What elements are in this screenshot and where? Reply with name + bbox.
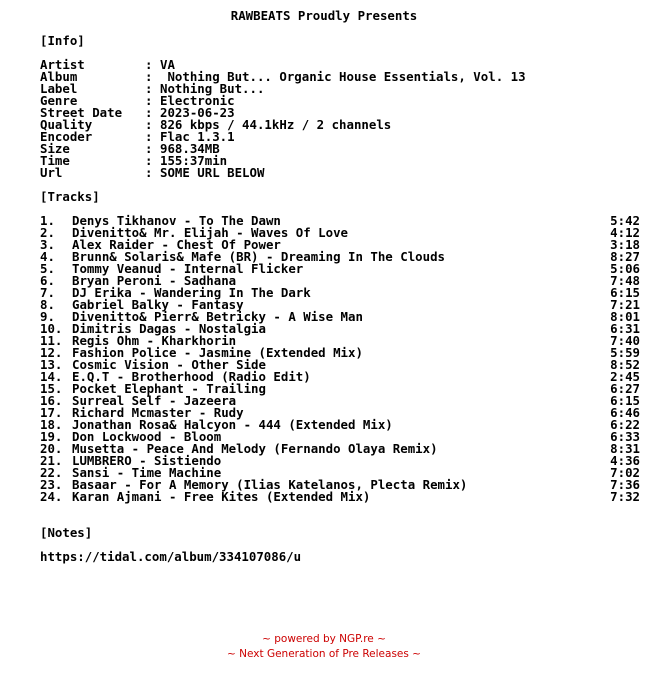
track-number: 1. — [40, 213, 55, 228]
track-number: 20. — [40, 441, 63, 456]
info-value: 968.34MB — [160, 141, 220, 156]
track-number: 6. — [40, 273, 55, 288]
info-value: Nothing But... — [160, 81, 265, 96]
track-duration: 5:42 — [610, 213, 640, 228]
track-title: Fashion Police - Jasmine (Extended Mix) — [72, 345, 363, 360]
track-duration: 4:36 — [610, 453, 640, 468]
track-title: Sansi - Time Machine — [72, 465, 222, 480]
track-title: Basaar - For A Memory (Ilias Katelanos, Plecta Remix) — [72, 477, 468, 492]
track-number: 14. — [40, 369, 63, 384]
track-number: 12. — [40, 345, 63, 360]
track-duration: 6:31 — [610, 321, 640, 336]
track-number: 15. — [40, 381, 63, 396]
track-duration: 8:01 — [610, 309, 640, 324]
track-title: Pocket Elephant - Trailing — [72, 381, 266, 396]
track-duration: 4:12 — [610, 225, 640, 240]
info-separator: : — [145, 141, 153, 156]
tracklist — [40, 215, 640, 503]
track-number: 3. — [40, 237, 55, 252]
info-value: 155:37min — [160, 153, 228, 168]
info-key: Time — [40, 153, 70, 168]
info-value: Electronic — [160, 93, 235, 108]
track-number: 13. — [40, 357, 63, 372]
track-duration: 7:48 — [610, 273, 640, 288]
track-title: E.Q.T - Brotherhood (Radio Edit) — [72, 369, 311, 384]
track-number: 19. — [40, 429, 63, 444]
track-duration: 5:59 — [610, 345, 640, 360]
track-number: 22. — [40, 465, 63, 480]
track-duration: 8:27 — [610, 249, 640, 264]
track-number: 5. — [40, 261, 55, 276]
track-number: 4. — [40, 249, 55, 264]
info-value: Nothing But... Organic House Essentials, Vol. 13 — [160, 69, 526, 84]
track-title: Alex Raider - Chest Of Power — [72, 237, 281, 252]
track-title: Gabriel Balky - Fantasy — [72, 297, 244, 312]
track-number: 10. — [40, 321, 63, 336]
track-duration: 6:22 — [610, 417, 640, 432]
track-duration: 7:32 — [610, 489, 640, 504]
track-title: LUMBRERO - Sistiendo — [72, 453, 222, 468]
track-duration: 6:15 — [610, 285, 640, 300]
footer — [0, 632, 648, 662]
track-duration: 6:46 — [610, 405, 640, 420]
info-key: Album — [40, 69, 78, 84]
info-value: 2023-06-23 — [160, 105, 235, 120]
tracks-section-heading: [Tracks] — [40, 189, 100, 204]
info-separator: : — [145, 93, 153, 108]
track-number: 17. — [40, 405, 63, 420]
track-duration: 6:33 — [610, 429, 640, 444]
track-title: Divenitto& Mr. Elijah - Waves Of Love — [72, 225, 349, 240]
track-title: Don Lockwood - Bloom — [72, 429, 222, 444]
info-key: Genre — [40, 93, 78, 108]
track-duration: 3:18 — [610, 237, 640, 252]
track-number: 21. — [40, 453, 63, 468]
track-duration: 6:27 — [610, 381, 640, 396]
track-title: Denys Tikhanov - To The Dawn — [72, 213, 281, 228]
track-duration: 2:45 — [610, 369, 640, 384]
info-key: Street Date — [40, 105, 123, 120]
info-separator: : — [145, 69, 153, 84]
info-separator: : — [145, 105, 153, 120]
track-title: Brunn& Solaris& Mafe (BR) - Dreaming In The Clouds — [72, 249, 445, 264]
track-title: Regis Ohm - Kharkhorin — [72, 333, 237, 348]
info-separator: : — [145, 117, 153, 132]
track-title: Bryan Peroni - Sadhana — [72, 273, 237, 288]
track-duration: 7:40 — [610, 333, 640, 348]
track-title: Richard Mcmaster - Rudy — [72, 405, 244, 420]
info-value: VA — [160, 57, 175, 72]
info-separator: : — [145, 129, 153, 144]
track-duration: 5:06 — [610, 261, 640, 276]
track-number: 9. — [40, 309, 55, 324]
footer-tagline: ~ Next Generation of Pre Releases ~ — [227, 648, 421, 660]
track-number: 18. — [40, 417, 63, 432]
track-number: 2. — [40, 225, 55, 240]
track-duration: 8:31 — [610, 441, 640, 456]
page-title: RAWBEATS Proudly Presents — [230, 8, 418, 23]
track-title: Tommy Veanud - Internal Flicker — [72, 261, 304, 276]
track-title: Jonathan Rosa& Halcyon - 444 (Extended Mix) — [72, 417, 393, 432]
track-number: 11. — [40, 333, 63, 348]
info-key: Url — [40, 165, 63, 180]
notes-link[interactable]: https://tidal.com/album/334107086/u — [40, 549, 302, 564]
track-title: Musetta - Peace And Melody (Fernando Olaya Remix) — [72, 441, 438, 456]
track-title: Cosmic Vision - Other Side — [72, 357, 266, 372]
info-key: Encoder — [40, 129, 93, 144]
track-number: 23. — [40, 477, 63, 492]
info-value: Flac 1.3.1 — [160, 129, 235, 144]
info-separator: : — [145, 165, 153, 180]
track-title: Karan Ajmani - Free Kites (Extended Mix) — [72, 489, 371, 504]
track-number: 16. — [40, 393, 63, 408]
track-duration: 7:02 — [610, 465, 640, 480]
info-key: Label — [40, 81, 78, 96]
track-duration: 7:21 — [610, 297, 640, 312]
track-number: 8. — [40, 297, 55, 312]
track-number: 24. — [40, 489, 63, 504]
track-duration: 7:36 — [610, 477, 640, 492]
track-duration: 6:15 — [610, 393, 640, 408]
info-separator: : — [145, 81, 153, 96]
track-number: 7. — [40, 285, 55, 300]
info-separator: : — [145, 57, 153, 72]
info-section-heading: [Info] — [40, 33, 85, 48]
track-title: DJ Erika - Wandering In The Dark — [72, 285, 311, 300]
info-key: Quality — [40, 117, 93, 132]
notes-section-heading: [Notes] — [40, 525, 93, 540]
track-title: Divenitto& Pierr& Betricky - A Wise Man — [72, 309, 363, 324]
info-separator: : — [145, 153, 153, 168]
footer-powered-by[interactable]: ~ powered by NGP.re ~ — [262, 633, 386, 645]
info-value: 826 kbps / 44.1kHz / 2 channels — [160, 117, 392, 132]
info-key: Artist — [40, 57, 85, 72]
track-row — [40, 491, 640, 503]
info-value: SOME URL BELOW — [160, 165, 265, 180]
track-duration: 8:52 — [610, 357, 640, 372]
track-title: Surreal Self - Jazeera — [72, 393, 237, 408]
info-key: Size — [40, 141, 70, 156]
track-title: Dimitris Dagas - Nostalgia — [72, 321, 266, 336]
